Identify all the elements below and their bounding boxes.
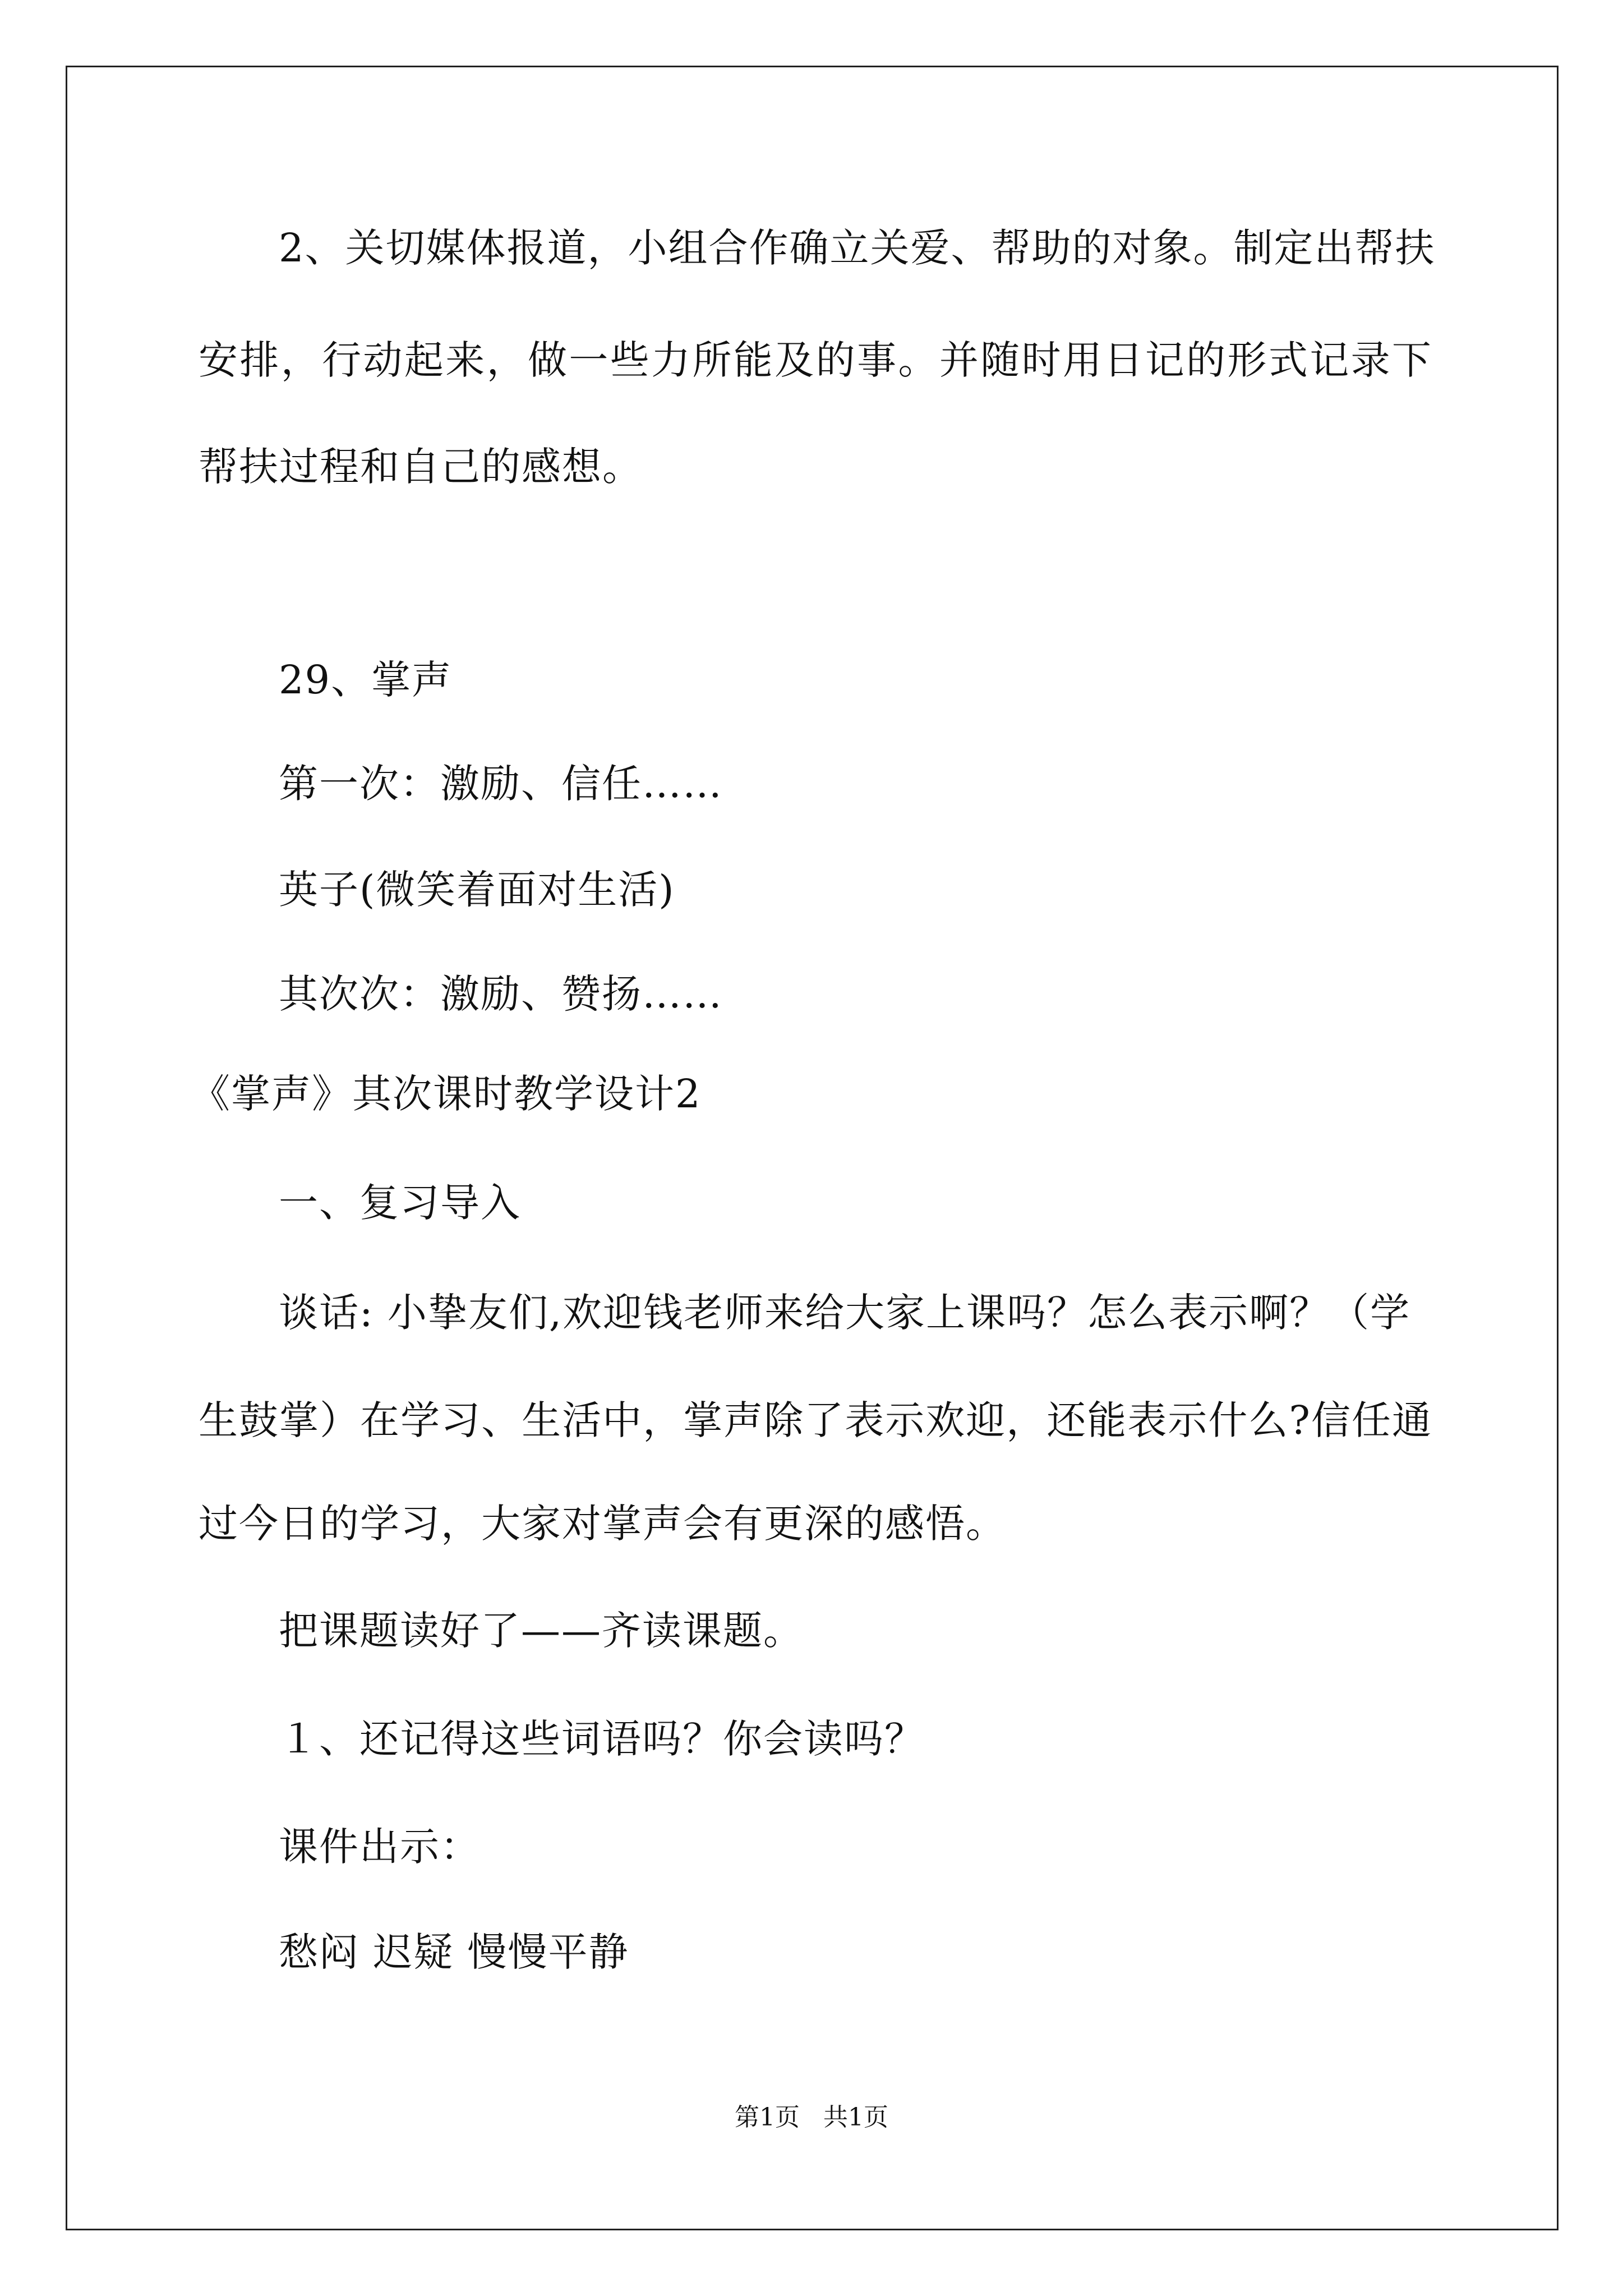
dialogue-line-2: 生鼓掌）在学习、生活中，掌声除了表示欢迎，还能表示什么?信任通 — [199, 1397, 1432, 1443]
paragraph-1-line-3: 帮扶过程和自己的感想。 — [199, 444, 643, 490]
page-footer: 第1页 共1页 — [735, 2103, 888, 2132]
read-title-instruction: 把课题读好了——齐读课题。 — [279, 1608, 804, 1654]
review-heading: 一、复习导入 — [279, 1180, 521, 1226]
second-applause-note: 其次次：激励、赞扬…… — [279, 971, 723, 1017]
first-applause-note: 第一次：激励、信任…… — [279, 761, 723, 807]
yingzi-note: 英子(微笑着面对生活) — [279, 867, 675, 913]
page-border — [66, 66, 1559, 2230]
courseware-label: 课件出示： — [279, 1824, 481, 1870]
section-title: 《掌声》其次课时教学设计2 — [191, 1071, 702, 1117]
lesson-heading: 29、掌声 — [279, 657, 453, 703]
dialogue-line-3: 过今日的学习，大家对掌声会有更深的感悟。 — [199, 1501, 1006, 1547]
dialogue-line-1: 谈话: 小挚友们,欢迎钱老师来给大家上课吗？怎么表示啊？（学 — [279, 1290, 1411, 1336]
vocabulary-question: １、还记得这些词语吗？你会读吗？ — [279, 1716, 925, 1762]
paragraph-1-line-2: 安排，行动起来，做一些力所能及的事。并随时用日记的形式记录下 — [199, 337, 1432, 383]
paragraph-1-line-1: 2、关切媒体报道，小组合作确立关爱、帮助的对象。制定出帮扶 — [279, 225, 1436, 271]
vocabulary-words: 愁闷 迟疑 慢慢平静 — [279, 1929, 629, 1975]
